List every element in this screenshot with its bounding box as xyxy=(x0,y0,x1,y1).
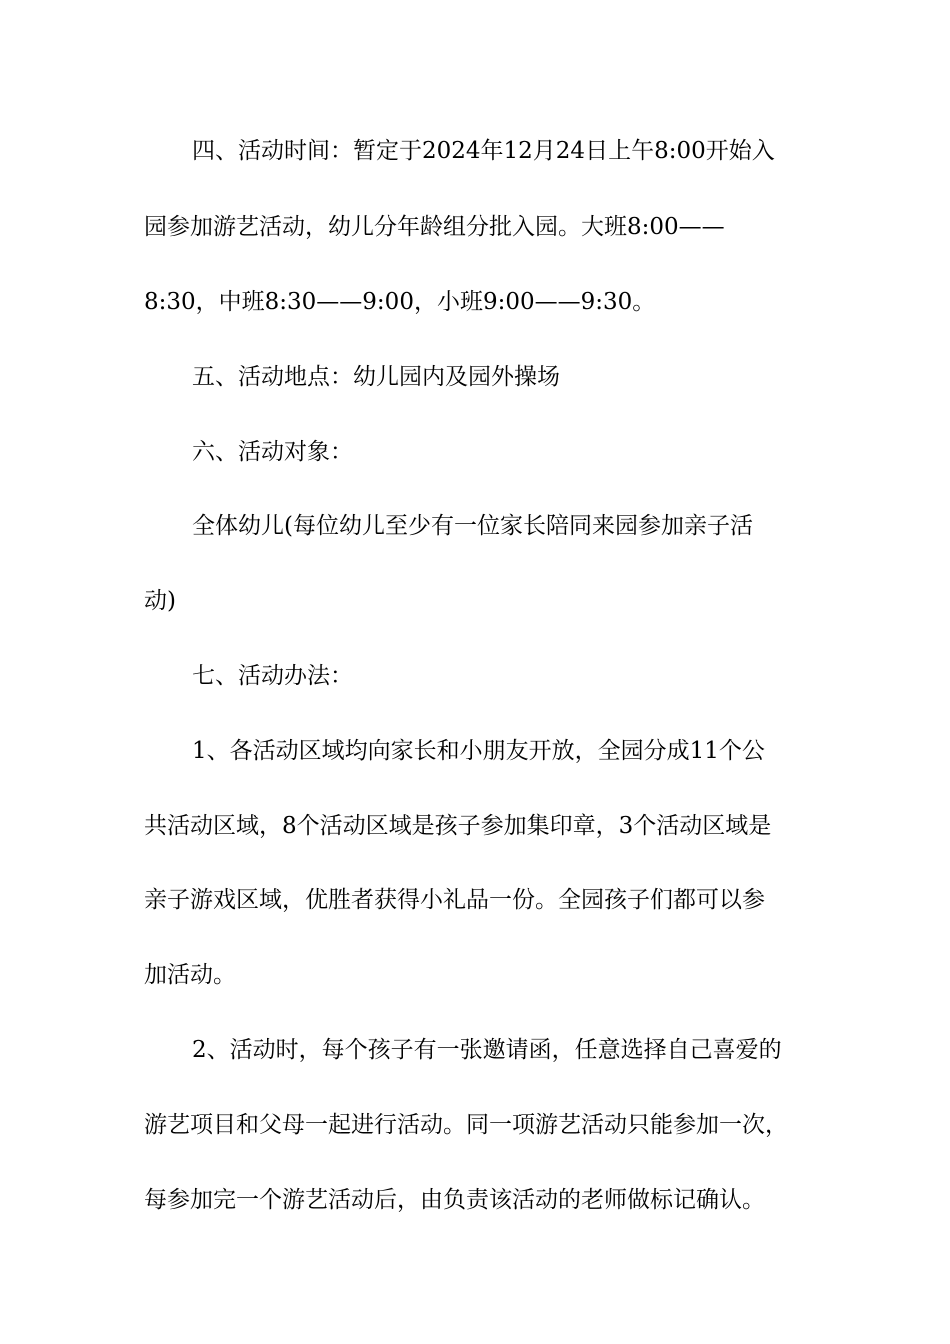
paragraph-time-line-2: 园参加游艺活动，幼儿分年龄组分批入园。大班8:00—— xyxy=(144,214,725,240)
paragraph-time-line-3: 8:30，中班8:30——9:00，小班9:00——9:30。 xyxy=(144,289,656,315)
paragraph-time-line-1: 四、活动时间：暂定于2024年12月24日上午8:00开始入 xyxy=(192,138,775,164)
paragraph-method-1-line-2: 共活动区域，8个活动区域是孩子参加集印章，3个活动区域是 xyxy=(144,813,772,839)
paragraph-method-2-line-3: 每参加完一个游艺活动后，由负责该活动的老师做标记确认。 xyxy=(144,1187,765,1213)
paragraph-method-2-line-1: 2、活动时，每个孩子有一张邀请函，任意选择自己喜爱的 xyxy=(192,1037,782,1063)
paragraph-method-1-line-3: 亲子游戏区域，优胜者获得小礼品一份。全园孩子们都可以参 xyxy=(144,887,765,913)
paragraph-target-line-1: 全体幼儿(每位幼儿至少有一位家长陪同来园参加亲子活 xyxy=(192,513,753,539)
paragraph-method-2-line-2: 游艺项目和父母一起进行活动。同一项游艺活动只能参加一次， xyxy=(144,1112,788,1138)
paragraph-method-1-line-1: 1、各活动区域均向家长和小朋友开放，全园分成11个公 xyxy=(192,738,765,764)
paragraph-target-heading: 六、活动对象： xyxy=(192,439,353,465)
paragraph-target-line-2: 动) xyxy=(144,588,176,614)
paragraph-location: 五、活动地点：幼儿园内及园外操场 xyxy=(192,364,560,390)
paragraph-method-1-line-4: 加活动。 xyxy=(144,962,236,988)
paragraph-method-heading: 七、活动办法： xyxy=(192,663,353,689)
